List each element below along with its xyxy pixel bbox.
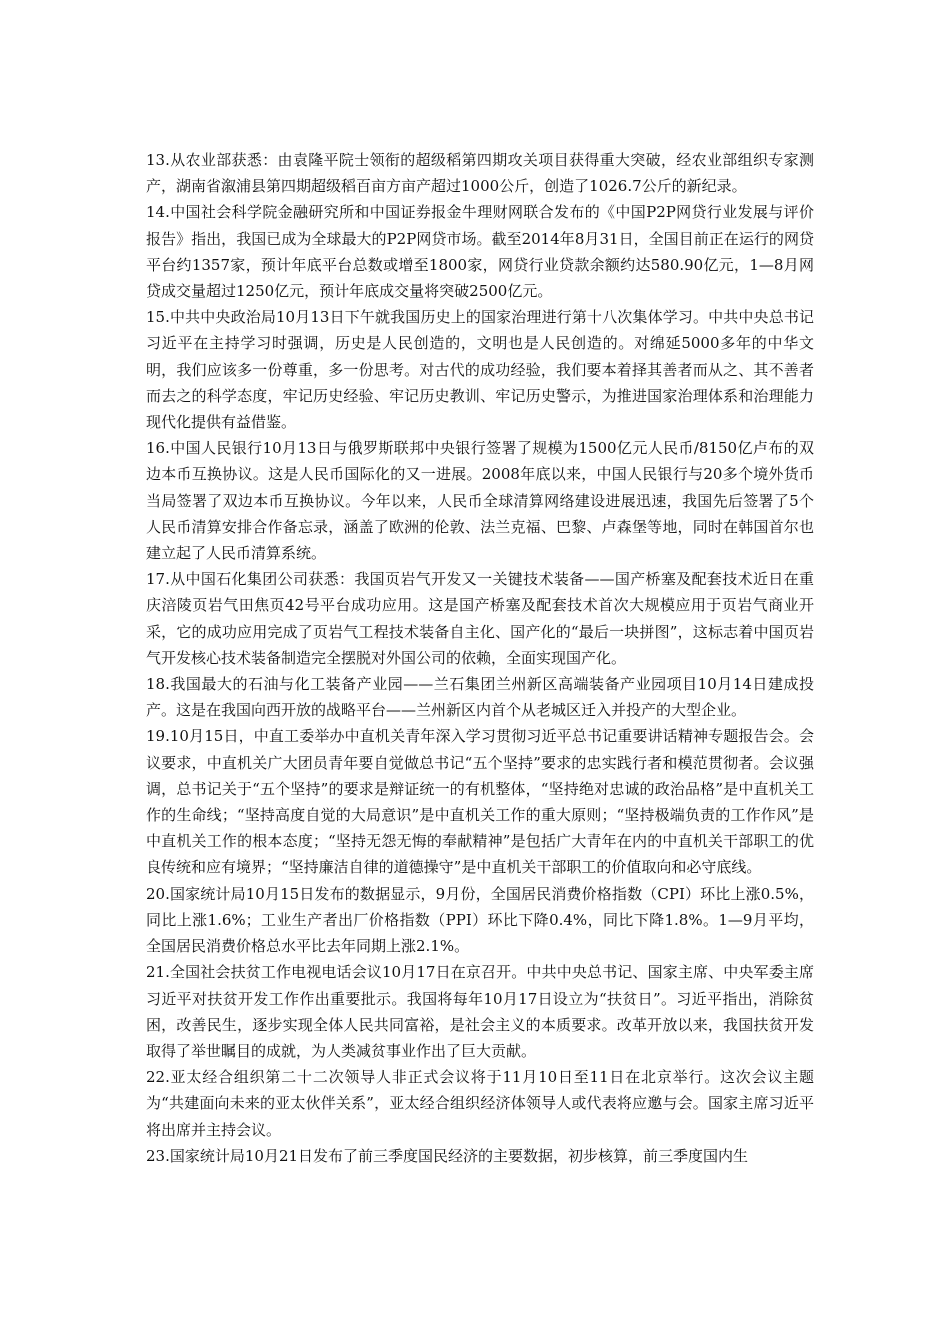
news-item-14: 14.中国社会科学院金融研究所和中国证券报金牛理财网联合发布的《中国P2P网贷行业发展与评价报告》指出，我国已成为全球最大的P2P网贷市场。截至2014年8月31日，全国目前正在运行的网贷平台约1357家，预计年底平台总数或增至1800家，网贷行业贷款余额约达580.90亿元，1—8月网贷成交量超过1250亿元，预计年底成交量将突破2500亿元。 bbox=[146, 203, 814, 301]
news-item-15: 15.中共中央政治局10月13日下午就我国历史上的国家治理进行第十八次集体学习。中共中央总书记习近平在主持学习时强调，历史是人民创造的，文明也是人民创造的。对绵延5000多年的中华文明，我们应该多一份尊重，多一份思考。对古代的成功经验，我们要本着择其善者而从之、其不善者而去之的科学态度，牢记历史经验、牢记历史教训、牢记历史警示，为推进国家治理体系和治理能力现代化提供有益借鉴。 bbox=[146, 308, 814, 432]
news-item-13: 13.从农业部获悉：由袁隆平院士领衔的超级稻第四期攻关项目获得重大突破，经农业部组织专家测产，湖南省溆浦县第四期超级稻百亩方亩产超过1000公斤，创造了1026.7公斤的新纪录。 bbox=[146, 151, 814, 196]
news-item-18: 18.我国最大的石油与化工装备产业园——兰石集团兰州新区高端装备产业园项目10月14日建成投产。这是在我国向西开放的战略平台——兰州新区内首个从老城区迁入并投产的大型企业。 bbox=[146, 675, 814, 720]
document-page bbox=[146, 147, 814, 1169]
news-item-20: 20.国家统计局10月15日发布的数据显示，9月份，全国居民消费价格指数（CPI）环比上涨0.5%，同比上涨1.6%；工业生产者出厂价格指数（PPI）环比下降0.4%，同比下降1.8%。1—9月平均，全国居民消费价格总水平比去年同期上涨2.1%。 bbox=[146, 884, 814, 956]
news-item-22: 22.亚太经合组织第二十二次领导人非正式会议将于11月10日至11日在北京举行。这次会议主题为“共建面向未来的亚太伙伴关系”，亚太经合组织经济体领导人或代表将应邀与会。国家主席习近平将出席并主持会议。 bbox=[146, 1068, 814, 1139]
news-item-23: 23.国家统计局10月21日发布了前三季度国民经济的主要数据，初步核算，前三季度国内生 bbox=[146, 1146, 749, 1165]
news-item-16: 16.中国人民银行10月13日与俄罗斯联邦中央银行签署了规模为1500亿元人民币/8150亿卢布的双边本币互换协议。这是人民币国际化的又一进展。2008年底以来，中国人民银行与20多个境外货币当局签署了双边本币互换协议。今年以来，人民币全球清算网络建设进展迅速，我国先后签署了5个人民币清算安排合作备忘录，涵盖了欧洲的伦敦、法兰克福、巴黎、卢森堡等地，同时在韩国首尔也建立起了人民币清算系统。 bbox=[146, 439, 814, 563]
news-item-17: 17.从中国石化集团公司获悉：我国页岩气开发又一关键技术装备——国产桥塞及配套技术近日在重庆涪陵页岩气田焦页42号平台成功应用。这是国产桥塞及配套技术首次大规模应用于页岩气商业开采，它的成功应用完成了页岩气工程技术装备自主化、国产化的“最后一块拼图”，这标志着中国页岩气开发核心技术装备制造完全摆脱对外国公司的依赖，全面实现国产化。 bbox=[146, 570, 814, 667]
news-item-19: 19.10月15日，中直工委举办中直机关青年深入学习贯彻习近平总书记重要讲话精神专题报告会。会议要求，中直机关广大团员青年要自觉做总书记“五个坚持”要求的忠实践行者和模范贯彻者。会议强调，总书记关于“五个坚持”的要求是辩证统一的有机整体，“坚持绝对忠诚的政治品格”是中直机关工作的生命线；“坚持高度自觉的大局意识”是中直机关工作的重大原则；“坚持极端负责的工作作风”是中直机关工作的根本态度；“坚持无怨无悔的奉献精神”是包括广大青年在内的中直机关干部职工的优良传统和应有境界；“坚持廉洁自律的道德操守”是中直机关干部职工的价值取向和必守底线。 bbox=[146, 727, 814, 877]
news-item-21: 21.全国社会扶贫工作电视电话会议10月17日在京召开。中共中央总书记、国家主席、中央军委主席习近平对扶贫开发工作作出重要批示。我国将每年10月17日设立为“扶贫日”。习近平指出，消除贫困，改善民生，逐步实现全体人民共同富裕，是社会主义的本质要求。改革开放以来，我国扶贫开发取得了举世瞩目的成就，为人类减贫事业作出了巨大贡献。 bbox=[146, 963, 814, 1060]
